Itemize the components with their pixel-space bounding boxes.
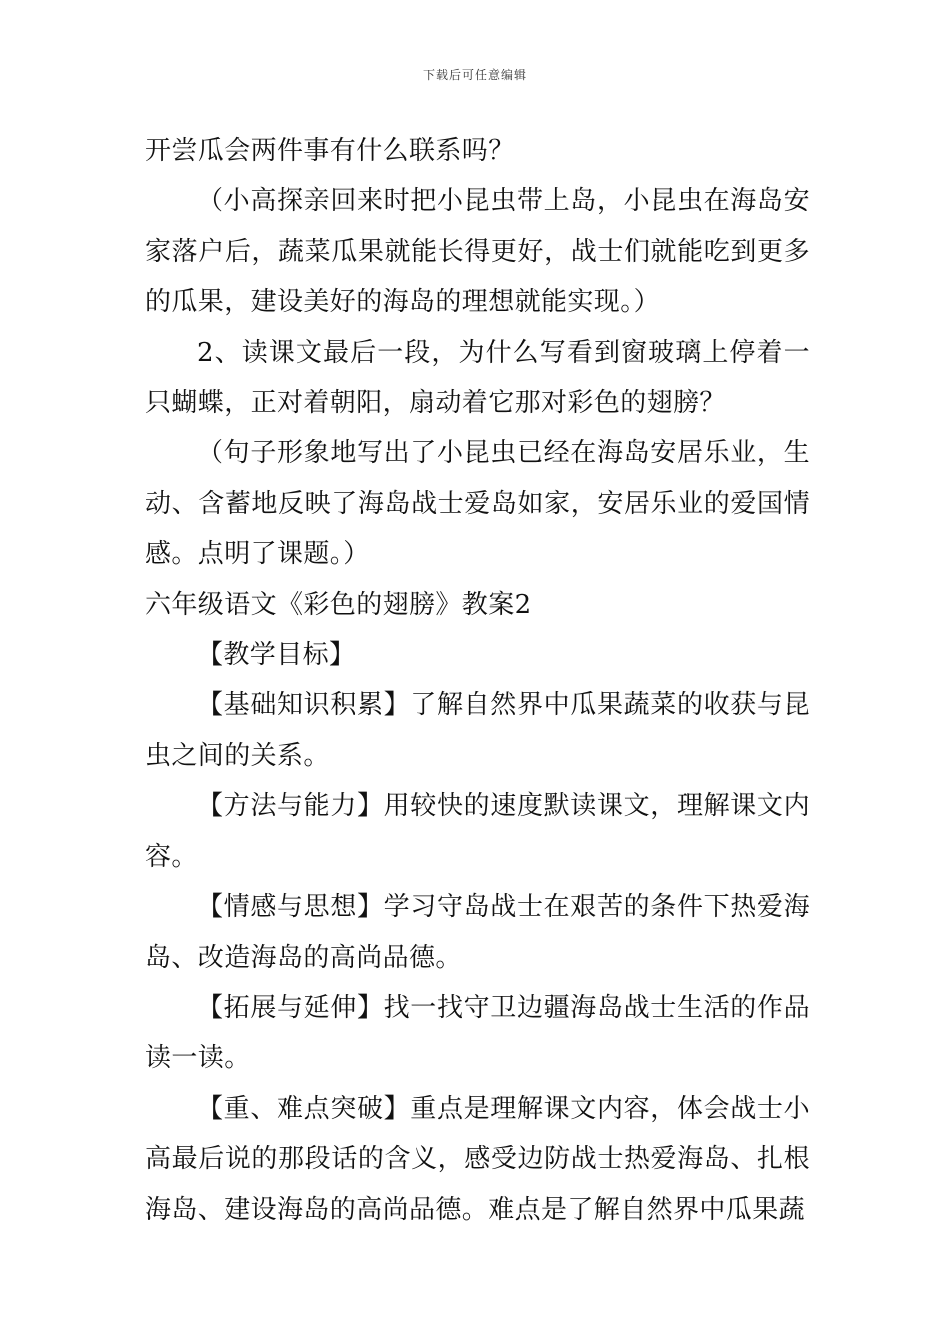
paragraph-answer-2: （句子形象地写出了小昆虫已经在海岛安居乐业，生动、含蓄地反映了海岛战士爱岛如家，安居乐业的爱国情感。点明了课题。） xyxy=(145,438,810,570)
paragraph-question-2: 2、读课文最后一段，为什么写看到窗玻璃上停着一只蝴蝶，正对着朝阳，扇动着它那对彩色的翅膀？ xyxy=(145,337,810,419)
goal-method-ability: 【方法与能力】用较快的速度默读课文，理解课文内容。 xyxy=(145,791,810,872)
paragraph-answer-1: （小高探亲回来时把小昆虫带上岛，小昆虫在海岛安家落户后，蔬菜瓜果就能长得更好，战士们就能吃到更多的瓜果，建设美好的海岛的理想就能实现。） xyxy=(145,186,810,318)
document-body xyxy=(145,126,810,1235)
paragraph-question-continuation: 开尝瓜会两件事有什么联系吗？ xyxy=(145,136,515,166)
goal-extension: 【拓展与延伸】找一找守卫边疆海岛战士生活的作品读一读。 xyxy=(145,992,810,1074)
section-title: 六年级语文《彩色的翅膀》教案2 xyxy=(145,589,532,620)
goal-basic-knowledge: 【基础知识积累】了解自然界中瓜果蔬菜的收获与昆虫之间的关系。 xyxy=(145,690,810,771)
teaching-goals-heading: 【教学目标】 xyxy=(197,640,356,671)
goal-emotion-thought: 【情感与思想】学习守岛战士在艰苦的条件下热爱海岛、改造海岛的高尚品德。 xyxy=(145,892,810,973)
page-header-note: 下载后可任意编辑 xyxy=(422,68,527,82)
goal-key-difficult-points: 【重、难点突破】重点是理解课文内容，体会战士小高最后说的那段话的含义，感受边防战士热爱海岛、扎根海岛、建设海岛的高尚品德。难点是了解自然界中瓜果蔬 xyxy=(145,1093,810,1225)
